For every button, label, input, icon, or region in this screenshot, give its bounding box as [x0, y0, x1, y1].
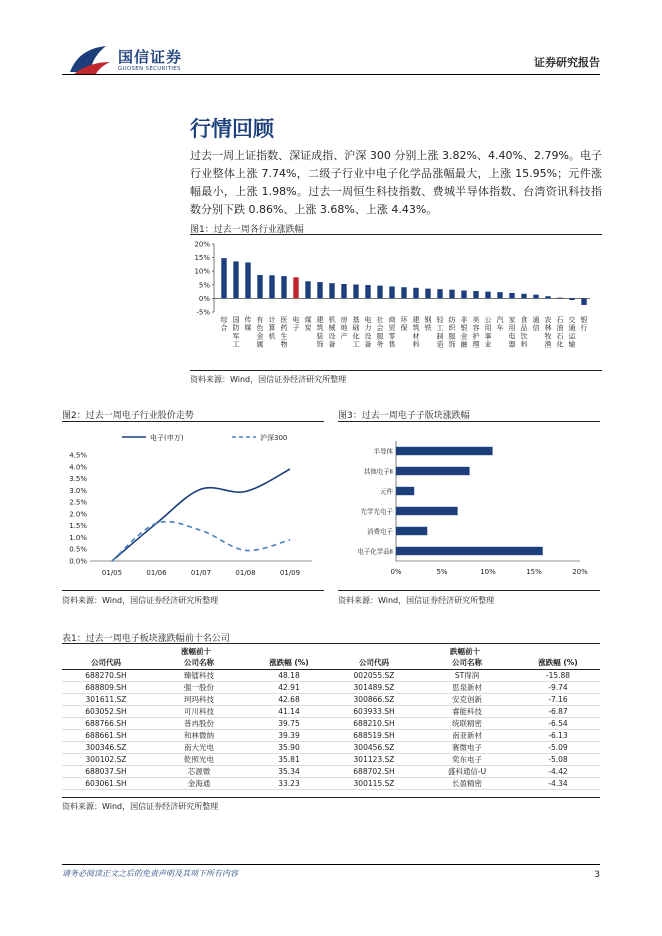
- footer-rule: [62, 864, 600, 865]
- bar-通信: [533, 295, 538, 299]
- table-cell: 臻镭科技: [150, 669, 248, 681]
- table1: [62, 645, 600, 790]
- category-label: 农林牧渔: [544, 316, 552, 349]
- table-cell: 688270.SH: [62, 669, 150, 681]
- category-label: 汽车: [496, 316, 504, 333]
- table-row: [62, 717, 600, 729]
- table-cell: 300346.SZ: [62, 741, 150, 753]
- y-tick-label: 5%: [198, 281, 210, 290]
- bar-银行: [581, 298, 586, 305]
- x-tick-label: 15%: [526, 568, 542, 576]
- table-cell: 688210.SH: [330, 717, 418, 729]
- bar-其他电子Ⅱ: [396, 467, 470, 475]
- x-tick-label: 20%: [572, 568, 588, 576]
- y-tick-label: 2.0%: [69, 510, 87, 519]
- table-cell: -7.16: [516, 693, 600, 705]
- legend-label: 电子(申万): [150, 434, 184, 442]
- bar-石油石化: [557, 298, 562, 299]
- category-label: 通信: [532, 316, 540, 333]
- table1-header-cell: 公司代码: [330, 657, 418, 669]
- table-cell: 南亚新材: [418, 729, 516, 741]
- table-cell: -6.13: [516, 729, 600, 741]
- y-tick-label: 20%: [194, 240, 210, 249]
- fig2-bottom-rule: [62, 590, 324, 591]
- page-number: 3: [594, 870, 600, 880]
- table-row: [62, 765, 600, 777]
- bar-家用电器: [509, 293, 514, 298]
- header-rule: [62, 74, 600, 75]
- bar-元件: [396, 487, 414, 495]
- table-cell: 300456.SZ: [330, 741, 418, 753]
- bar-机械设备: [329, 283, 334, 298]
- category-label: 电子化学品Ⅱ: [357, 547, 393, 556]
- table-cell: -5.08: [516, 753, 600, 765]
- table1-group-down: 跌幅前十: [450, 646, 480, 656]
- table-cell: 688809.SH: [62, 681, 150, 693]
- table-cell: 300102.SZ: [62, 753, 150, 765]
- table-cell: 35.81: [248, 753, 330, 765]
- category-label: 银行: [580, 316, 588, 333]
- y-tick-label: 3.0%: [69, 486, 87, 495]
- footer-disclaimer: 请务必阅读正文之后的免责声明及其项下所有内容: [62, 869, 238, 878]
- fig1-chart: [190, 236, 602, 366]
- table1-header-cell: 公司名称: [150, 657, 248, 669]
- table-cell: 金海通: [150, 777, 248, 789]
- category-label: 消费电子: [367, 527, 393, 536]
- table-cell: 688702.SH: [330, 765, 418, 777]
- table-cell: 41.14: [248, 705, 330, 717]
- y-tick-label: -5%: [196, 308, 210, 317]
- bar-农林牧渔: [545, 296, 550, 298]
- table-cell: 35.90: [248, 741, 330, 753]
- bar-建筑装饰: [317, 282, 322, 298]
- category-label: 环保: [400, 316, 408, 333]
- bar-非银金融: [461, 291, 466, 299]
- bar-计算机: [269, 275, 274, 298]
- table-cell: 统联精密: [418, 717, 516, 729]
- bar-环保: [401, 287, 406, 298]
- y-tick-label: 10%: [194, 267, 210, 276]
- category-label: 机械设备: [328, 316, 336, 349]
- table-cell: 33.23: [248, 777, 330, 789]
- bar-电力设备: [365, 285, 370, 298]
- legend-label: 沪深300: [260, 434, 288, 442]
- bar-光学光电子: [396, 507, 458, 515]
- table1-bottom-rule: [62, 797, 600, 798]
- category-label: 电子: [292, 316, 300, 333]
- category-label: 纺织服饰: [448, 316, 456, 349]
- category-label: 基础化工: [352, 316, 360, 349]
- bar-半导体: [396, 447, 493, 455]
- bar-房地产: [341, 284, 346, 298]
- table-cell: -4.34: [516, 777, 600, 789]
- table-cell: 688037.SH: [62, 765, 150, 777]
- bar-电子: [293, 277, 298, 298]
- fig3-title: 图3：过去一周电子子版块涨跌幅: [338, 411, 470, 421]
- table-cell: 301123.SZ: [330, 753, 418, 765]
- series-line-hs300: [112, 522, 290, 561]
- table1-group-up: 涨幅前十: [181, 646, 211, 656]
- table-cell: 603061.SH: [62, 777, 150, 789]
- category-label: 房地产: [340, 316, 348, 341]
- y-tick-label: 2.5%: [69, 498, 87, 507]
- table1-header-cell: 公司名称: [418, 657, 516, 669]
- fig1-title: 图1：过去一周各行业涨跌幅: [190, 225, 304, 235]
- table-cell: 300866.SZ: [330, 693, 418, 705]
- category-label: 石油石化: [556, 316, 564, 349]
- category-label: 国防军工: [232, 316, 240, 349]
- table-row: [62, 705, 600, 717]
- logo-chinese-name: 国信证券: [118, 48, 183, 66]
- table-cell: 688519.SH: [330, 729, 418, 741]
- y-tick-label: 4.0%: [69, 463, 87, 472]
- fig3-bottom-rule: [338, 590, 600, 591]
- table-cell: ST得润: [418, 669, 516, 681]
- table-cell: 和林微纳: [150, 729, 248, 741]
- bar-电子化学品Ⅱ: [396, 547, 543, 555]
- y-tick-label: 1.5%: [69, 522, 87, 531]
- section-title: 行情回顾: [190, 117, 274, 141]
- bar-消费电子: [396, 527, 427, 535]
- table-row: [62, 693, 600, 705]
- table1-header-cell: 涨跌幅 (%): [248, 657, 330, 669]
- category-label: 商贸零售: [388, 316, 396, 349]
- category-label: 其他电子Ⅱ: [363, 467, 393, 476]
- table1-top-rule: [62, 643, 600, 644]
- fig1-top-rule: [190, 234, 602, 235]
- y-tick-label: 4.5%: [69, 451, 87, 460]
- section-paragraph: 过去一周上证指数、深证成指、沪深 300 分别上涨 3.82%、4.40%、2.79%。电子行业整体上涨 7.74%，二级子行业中电子化学品涨幅最大，上涨 15.95%；元件涨幅最小，上涨 1.98%。过去一周恒生科技指数、费城半导体指数、台湾资讯科技指数分别下跌 0.86%、上涨 3.68%、上涨 4.43%。: [190, 149, 602, 216]
- fig3-chart: [338, 423, 600, 588]
- category-label: 美容护理: [472, 316, 480, 349]
- table-cell: 珂玛科技: [150, 693, 248, 705]
- table-row: [62, 777, 600, 789]
- bar-汽车: [497, 292, 502, 298]
- table-cell: -9.74: [516, 681, 600, 693]
- table-cell: 603933.SH: [330, 705, 418, 717]
- fig3-top-rule: [338, 421, 600, 422]
- table1-title: 表1：过去一周电子板块涨跌幅前十名公司: [62, 634, 230, 644]
- y-tick-label: 1.0%: [69, 533, 87, 542]
- y-tick-label: 15%: [194, 254, 210, 263]
- category-label: 非银金融: [460, 316, 468, 349]
- fig2-title: 图2：过去一周电子行业股价走势: [62, 411, 194, 421]
- table-cell: 强一股份: [150, 681, 248, 693]
- category-label: 电力设备: [364, 316, 372, 349]
- bar-国防军工: [233, 261, 238, 298]
- category-label: 综合: [220, 316, 228, 333]
- bar-综合: [221, 258, 226, 298]
- bar-纺织服饰: [449, 290, 454, 299]
- category-label: 钢铁: [424, 316, 432, 333]
- table-cell: 688661.SH: [62, 729, 150, 741]
- report-type-label: 证券研究报告: [534, 56, 600, 69]
- table-cell: 乾照光电: [150, 753, 248, 765]
- category-label: 建筑装饰: [316, 316, 324, 349]
- table-cell: 301611.SZ: [62, 693, 150, 705]
- y-tick-label: 0%: [198, 294, 210, 303]
- category-label: 公用事业: [484, 316, 492, 349]
- x-tick-label: 0%: [390, 568, 402, 576]
- table-cell: -15.88: [516, 669, 600, 681]
- table-cell: 芯源微: [150, 765, 248, 777]
- table-cell: 35.34: [248, 765, 330, 777]
- table-cell: 39.39: [248, 729, 330, 741]
- x-tick-label: 01/05: [101, 569, 123, 577]
- table-cell: 301489.SZ: [330, 681, 418, 693]
- series-line-electronics: [112, 469, 290, 561]
- category-label: 传媒: [244, 316, 252, 333]
- table-cell: 赛微电子: [418, 741, 516, 753]
- bar-建筑材料: [413, 288, 418, 299]
- table-row: [62, 741, 600, 753]
- logo-english-name: GUOSEN SECURITIES: [118, 66, 181, 72]
- y-tick-label: 0.5%: [69, 545, 87, 554]
- table-cell: -4.42: [516, 765, 600, 777]
- table-cell: 39.75: [248, 717, 330, 729]
- x-tick-label: 01/06: [146, 569, 167, 577]
- bar-钢铁: [425, 289, 430, 299]
- table-cell: 安克创新: [418, 693, 516, 705]
- y-tick-label: 0.0%: [69, 557, 87, 566]
- table1-source: 资料来源：Wind，国信证券经济研究所整理: [62, 802, 219, 811]
- table-cell: 南大光电: [150, 741, 248, 753]
- category-label: 轻工制造: [436, 316, 444, 349]
- table-row: [62, 729, 600, 741]
- category-label: 交通运输: [568, 316, 576, 349]
- bar-传媒: [245, 262, 250, 298]
- table-cell: 603052.SH: [62, 705, 150, 717]
- bar-交通运输: [569, 298, 574, 300]
- category-label: 食品饮料: [520, 316, 528, 349]
- table-cell: 睿能科技: [418, 705, 516, 717]
- bar-食品饮料: [521, 294, 526, 299]
- fig3-source: 资料来源：Wind，国信证券经济研究所整理: [338, 596, 495, 605]
- fig1-source: 资料来源：Wind，国信证券经济研究所整理: [190, 375, 347, 384]
- y-tick-label: 3.5%: [69, 475, 87, 484]
- bar-美容护理: [473, 291, 478, 298]
- x-tick-label: 01/08: [235, 569, 256, 577]
- table-cell: 48.18: [248, 669, 330, 681]
- table-cell: 002055.SZ: [330, 669, 418, 681]
- table-cell: 奕东电子: [418, 753, 516, 765]
- table-cell: 长盈精密: [418, 777, 516, 789]
- fig2-source: 资料来源：Wind，国信证券经济研究所整理: [62, 596, 219, 605]
- bar-煤炭: [305, 281, 310, 298]
- table-cell: -6.54: [516, 717, 600, 729]
- category-label: 建筑材料: [412, 316, 420, 349]
- table-cell: -6.87: [516, 705, 600, 717]
- bar-医药生物: [281, 276, 286, 298]
- bar-社会服务: [377, 286, 382, 299]
- category-label: 元件: [380, 487, 393, 496]
- bar-商贸零售: [389, 286, 394, 298]
- category-label: 家用电器: [508, 316, 516, 349]
- fig1-bottom-rule: [190, 370, 602, 371]
- table-cell: 42.68: [248, 693, 330, 705]
- table-cell: 思泉新材: [418, 681, 516, 693]
- bar-轻工制造: [437, 289, 442, 298]
- x-tick-label: 5%: [436, 568, 448, 576]
- table1-header-cell: 涨跌幅 (%): [516, 657, 600, 669]
- category-label: 光学光电子: [360, 507, 393, 516]
- table-cell: 盛科通信-U: [418, 765, 516, 777]
- fig2-chart: [62, 423, 324, 588]
- category-label: 半导体: [373, 447, 393, 456]
- x-tick-label: 01/07: [190, 569, 212, 577]
- category-label: 煤炭: [304, 316, 312, 333]
- fig2-top-rule: [62, 421, 324, 422]
- bar-公用事业: [485, 292, 490, 299]
- table1-header-cell: 公司代码: [62, 657, 150, 669]
- table-cell: 普冉股份: [150, 717, 248, 729]
- bar-基础化工: [353, 285, 358, 299]
- table-cell: 42.91: [248, 681, 330, 693]
- table-cell: 可川科技: [150, 705, 248, 717]
- table-row: [62, 669, 600, 681]
- category-label: 医药生物: [280, 316, 288, 349]
- table-cell: 300115.SZ: [330, 777, 418, 789]
- category-label: 计算机: [268, 316, 276, 341]
- category-label: 有色金属: [256, 316, 264, 349]
- bar-有色金属: [257, 275, 262, 298]
- table-cell: 688766.SH: [62, 717, 150, 729]
- table-cell: -5.09: [516, 741, 600, 753]
- table-row: [62, 753, 600, 765]
- x-tick-label: 01/09: [279, 569, 301, 577]
- x-tick-label: 10%: [480, 568, 496, 576]
- category-label: 社会服务: [376, 316, 384, 349]
- table-row: [62, 681, 600, 693]
